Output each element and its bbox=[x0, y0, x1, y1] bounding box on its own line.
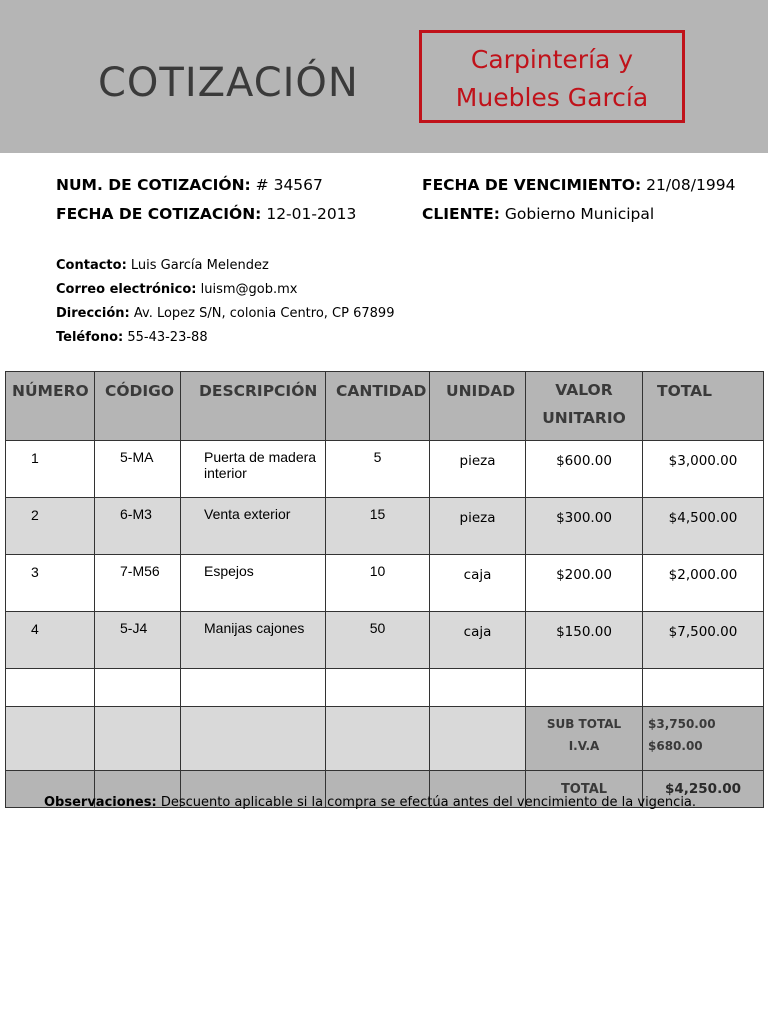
row-unit-value: $600.00 bbox=[526, 441, 643, 498]
contact-name bbox=[56, 258, 269, 273]
due-date-label: FECHA DE VENCIMIENTO: bbox=[422, 176, 642, 194]
grand-total-value: $4,250.00 bbox=[643, 771, 764, 808]
row-total: $7,500.00 bbox=[643, 612, 764, 669]
observations bbox=[44, 795, 696, 810]
row-unit-value: $150.00 bbox=[526, 612, 643, 669]
table-row-empty bbox=[6, 669, 764, 707]
client bbox=[422, 205, 654, 223]
quote-date-value: 12-01-2013 bbox=[266, 205, 357, 223]
row-code: 7-M56 bbox=[95, 555, 181, 612]
company-name-line1: Carpintería y bbox=[470, 45, 634, 74]
email-label: Correo electrónico: bbox=[56, 282, 197, 297]
subtotal-values bbox=[643, 707, 764, 771]
quote-number-label: NUM. DE COTIZACIÓN: bbox=[56, 176, 251, 194]
grand-total-label: TOTAL bbox=[526, 771, 643, 808]
row-total: $2,000.00 bbox=[643, 555, 764, 612]
row-code: 5-MA bbox=[95, 441, 181, 498]
row-description: Manijas cajones bbox=[181, 612, 326, 669]
quote-number-value: # 34567 bbox=[255, 176, 323, 194]
company-name-line2: Muebles García bbox=[455, 83, 649, 112]
row-total: $3,000.00 bbox=[643, 441, 764, 498]
phone-label: Teléfono: bbox=[56, 330, 124, 345]
row-code: 5-J4 bbox=[95, 612, 181, 669]
quote-date bbox=[56, 205, 356, 223]
contact-phone bbox=[56, 330, 208, 345]
row-quantity: 10 bbox=[326, 555, 430, 612]
table-row bbox=[6, 441, 764, 498]
row-number: 1 bbox=[6, 441, 95, 498]
table-row bbox=[6, 555, 764, 612]
row-number: 4 bbox=[6, 612, 95, 669]
row-number: 2 bbox=[6, 498, 95, 555]
row-unit: caja bbox=[430, 612, 526, 669]
contact-label: Contacto: bbox=[56, 258, 127, 273]
observations-text: Descuento aplicable si la compra se efectúa antes del vencimiento de la vigencia. bbox=[160, 795, 697, 810]
col-header-number: NÚMERO bbox=[6, 372, 95, 441]
table-row bbox=[6, 498, 764, 555]
col-header-unit: UNIDAD bbox=[430, 372, 526, 441]
row-description: Venta exterior bbox=[181, 498, 326, 555]
iva-value: $680.00 bbox=[648, 739, 703, 753]
col-header-description: DESCRIPCIÓN bbox=[181, 372, 326, 441]
table-row bbox=[6, 612, 764, 669]
due-date-value: 21/08/1994 bbox=[646, 176, 736, 194]
company-logo-box bbox=[419, 30, 685, 123]
row-unit-value: $300.00 bbox=[526, 498, 643, 555]
row-code: 6-M3 bbox=[95, 498, 181, 555]
contact-value: Luis García Melendez bbox=[130, 258, 269, 273]
client-value: Gobierno Municipal bbox=[504, 205, 655, 223]
row-quantity: 50 bbox=[326, 612, 430, 669]
subtotal-row bbox=[6, 707, 764, 771]
row-unit: pieza bbox=[430, 441, 526, 498]
row-quantity: 15 bbox=[326, 498, 430, 555]
contact-address bbox=[56, 306, 394, 321]
due-date bbox=[422, 176, 735, 194]
col-header-code: CÓDIGO bbox=[95, 372, 181, 441]
row-unit-value: $200.00 bbox=[526, 555, 643, 612]
email-value: luism@gob.mx bbox=[200, 282, 298, 297]
header-banner bbox=[0, 0, 768, 153]
quote-date-label: FECHA DE COTIZACIÓN: bbox=[56, 205, 262, 223]
phone-value: 55-43-23-88 bbox=[127, 330, 208, 345]
address-label: Dirección: bbox=[56, 306, 130, 321]
address-value: Av. Lopez S/N, colonia Centro, CP 67899 bbox=[133, 306, 395, 321]
subtotal-labels bbox=[526, 707, 643, 771]
quote-number bbox=[56, 176, 323, 194]
row-quantity: 5 bbox=[326, 441, 430, 498]
col-header-quantity: CANTIDAD bbox=[326, 372, 430, 441]
row-number: 3 bbox=[6, 555, 95, 612]
quote-table bbox=[5, 371, 764, 808]
col-header-total: TOTAL bbox=[643, 372, 764, 441]
subtotal-value: $3,750.00 bbox=[648, 717, 716, 731]
subtotal-label: SUB TOTAL bbox=[546, 717, 622, 731]
observations-label: Observaciones: bbox=[44, 795, 157, 810]
table-header-row bbox=[6, 372, 764, 441]
client-label: CLIENTE: bbox=[422, 205, 500, 223]
contact-email bbox=[56, 282, 297, 297]
col-header-unit-value: VALOR UNITARIO bbox=[526, 372, 643, 441]
page-title: COTIZACIÓN bbox=[98, 60, 359, 106]
row-total: $4,500.00 bbox=[643, 498, 764, 555]
row-description: Puerta de madera interior bbox=[181, 441, 326, 498]
row-unit: caja bbox=[430, 555, 526, 612]
iva-label: I.V.A bbox=[568, 739, 600, 753]
row-description: Espejos bbox=[181, 555, 326, 612]
row-unit: pieza bbox=[430, 498, 526, 555]
